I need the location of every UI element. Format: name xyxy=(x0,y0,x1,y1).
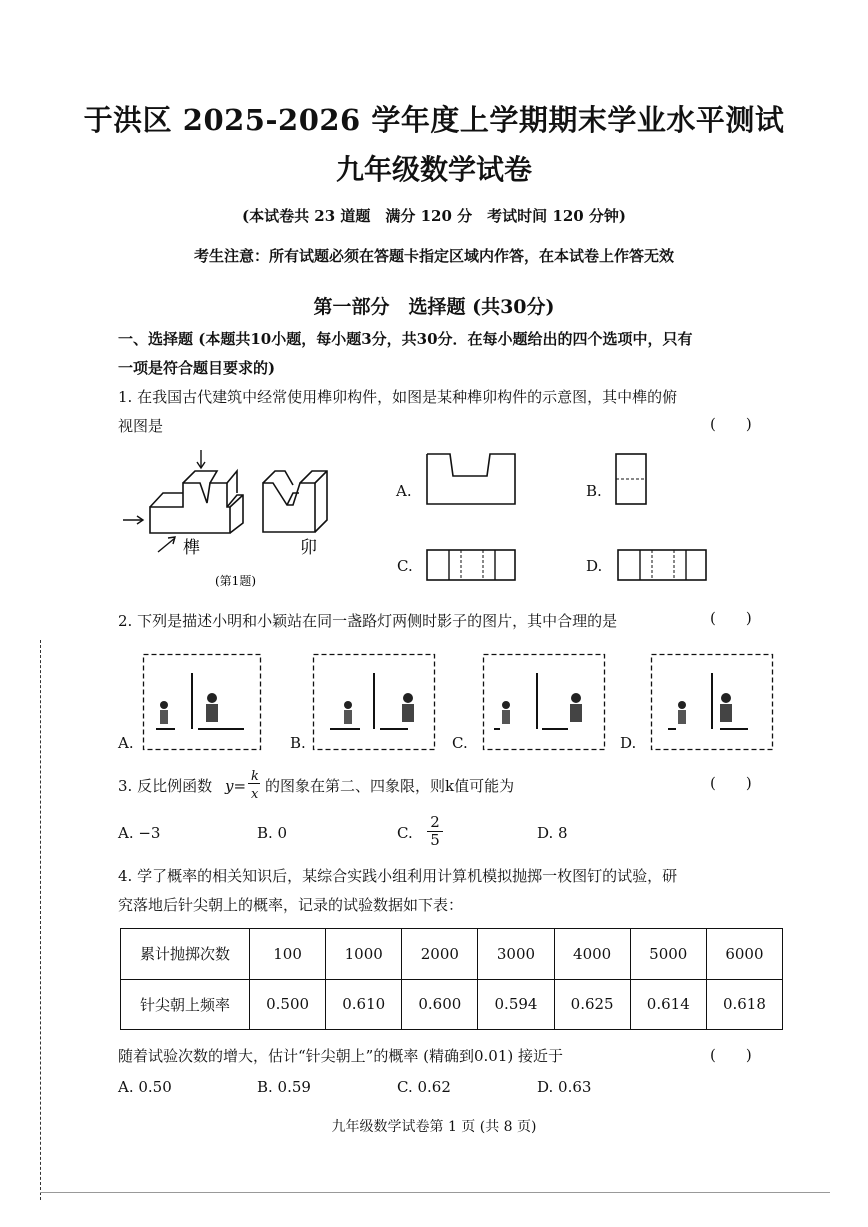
q2-option-b-label[interactable]: B. xyxy=(290,734,306,752)
q4-line-1: 4. 学了概率的相关知识后，某综合实践小组利用计算机模拟抛掷一枚图钉的试验，研 xyxy=(118,867,678,885)
table-cell: 0.610 xyxy=(326,979,402,1030)
q1-option-a-label[interactable]: A. xyxy=(396,482,412,500)
section-line-1: 一、选择题 (本题共10小题，每小题3分，共30分．在每小题给出的四个选项中，只有 xyxy=(118,330,693,348)
q1-option-b-label[interactable]: B. xyxy=(586,482,602,500)
q1-caption: (第1题) xyxy=(215,574,256,588)
tenon-shape xyxy=(150,471,243,533)
table-cell: 100 xyxy=(250,929,326,980)
q3-option-b[interactable]: B. 0 xyxy=(257,824,288,842)
q2-option-d-label[interactable]: D. xyxy=(620,734,637,752)
mortise-shape xyxy=(263,471,327,532)
q4-answer-paren: ( ) xyxy=(710,1046,752,1064)
q1-line-1: 1. 在我国古代建筑中经常使用榫卯构件，如图是某种榫卯构件的示意图，其中榫的俯 xyxy=(118,388,678,406)
table-cell: 5000 xyxy=(630,929,706,980)
q1-option-d-label[interactable]: D. xyxy=(586,557,603,575)
page-footer: 九年级数学试卷第 1 页 (共 8 页) xyxy=(331,1119,537,1135)
q3-option-d[interactable]: D. 8 xyxy=(537,824,568,842)
bottom-divider xyxy=(40,1192,830,1193)
question-4 xyxy=(118,862,786,920)
q1-option-a-figure[interactable] xyxy=(425,452,520,507)
q4-option-b[interactable]: B. 0.59 xyxy=(257,1078,311,1096)
table-cell: 0.614 xyxy=(630,979,706,1030)
top-arrow-icon xyxy=(197,450,205,468)
table-cell: 0.500 xyxy=(250,979,326,1030)
q3-func-y: y= xyxy=(225,777,247,795)
table-cell: 4000 xyxy=(554,929,630,980)
question-3 xyxy=(118,770,786,810)
front-arrow-icon xyxy=(123,516,143,524)
section-line-2: 一项是符合题目要求的) xyxy=(118,359,276,377)
q2-answer-paren: ( ) xyxy=(710,609,752,627)
q4-line-2: 究落地后针尖朝上的概率，记录的试验数据如下表： xyxy=(118,896,464,914)
table-cell: 针尖朝上频率 xyxy=(121,979,250,1030)
mortise-label: 卯 xyxy=(300,538,317,558)
q3-option-a[interactable]: A. −3 xyxy=(118,824,161,842)
q2-option-d-figure[interactable] xyxy=(650,653,774,751)
table-cell: 0.618 xyxy=(706,979,782,1030)
q1-answer-paren: ( ) xyxy=(710,415,752,433)
table-cell: 0.600 xyxy=(402,979,478,1030)
q3-frac-num: k xyxy=(251,769,259,784)
tenon-arrow-icon xyxy=(158,537,175,552)
binding-line xyxy=(40,640,41,1200)
q4-line-3: 随着试验次数的增大，估计“针尖朝上”的概率 (精确到0.01) 接近于 xyxy=(118,1047,563,1065)
table-cell: 0.594 xyxy=(478,979,554,1030)
question-1 xyxy=(118,383,786,441)
section-instructions xyxy=(118,325,788,383)
q2-option-a-label[interactable]: A. xyxy=(118,734,134,752)
table-row xyxy=(121,929,783,980)
tenon-label: 榫 xyxy=(183,538,200,558)
q3-suffix: 的图象在第二、四象限，则k值可能为 xyxy=(265,777,515,795)
q1-option-b-figure[interactable] xyxy=(612,452,652,508)
table-cell: 3000 xyxy=(478,929,554,980)
exam-subtitle: 九年级数学试卷 xyxy=(335,153,532,186)
q3-frac-den: x xyxy=(251,787,259,802)
q3-option-c-den: 5 xyxy=(427,831,443,849)
q1-line-2: 视图是 xyxy=(118,417,164,435)
exam-info: (本试卷共 23 道题 满分 120 分 考试时间 120 分钟) xyxy=(241,207,627,225)
q1-option-d-figure[interactable] xyxy=(616,548,711,584)
q1-option-c-label[interactable]: C. xyxy=(397,557,413,575)
q4-option-d[interactable]: D. 0.63 xyxy=(537,1078,592,1096)
q4-data-table xyxy=(120,928,783,1030)
table-row xyxy=(121,979,783,1030)
q2-option-c-figure[interactable] xyxy=(482,653,606,751)
exam-notice: 考生注意：所有试题必须在答题卡指定区域内作答，在本试卷上作答无效 xyxy=(193,247,674,265)
q4-option-a[interactable]: A. 0.50 xyxy=(118,1078,172,1096)
table-cell: 0.625 xyxy=(554,979,630,1030)
q3-option-c-num: 2 xyxy=(430,813,440,831)
table-cell: 1000 xyxy=(326,929,402,980)
exam-title: 于洪区 2025-2026 学年度上学期期末学业水平测试 xyxy=(83,103,785,137)
table-cell: 6000 xyxy=(706,929,782,980)
q3-option-c-fraction[interactable] xyxy=(427,814,443,849)
q4-option-c[interactable]: C. 0.62 xyxy=(397,1078,451,1096)
q1-option-c-figure[interactable] xyxy=(425,548,520,584)
q3-prefix: 3. 反比例函数 xyxy=(118,777,213,795)
q2-option-a-figure[interactable] xyxy=(142,653,262,751)
part-title: 第一部分 选择题 (共30分) xyxy=(313,296,555,318)
q3-option-c-label[interactable]: C. xyxy=(397,824,413,842)
q1-figure xyxy=(115,445,375,595)
q2-option-c-label[interactable]: C. xyxy=(452,734,468,752)
table-cell: 2000 xyxy=(402,929,478,980)
q2-option-b-figure[interactable] xyxy=(312,653,436,751)
q3-answer-paren: ( ) xyxy=(710,774,752,792)
table-cell: 累计抛掷次数 xyxy=(121,929,250,980)
q2-line: 2. 下列是描述小明和小颖站在同一盏路灯两侧时影子的图片，其中合理的是 xyxy=(118,612,618,630)
